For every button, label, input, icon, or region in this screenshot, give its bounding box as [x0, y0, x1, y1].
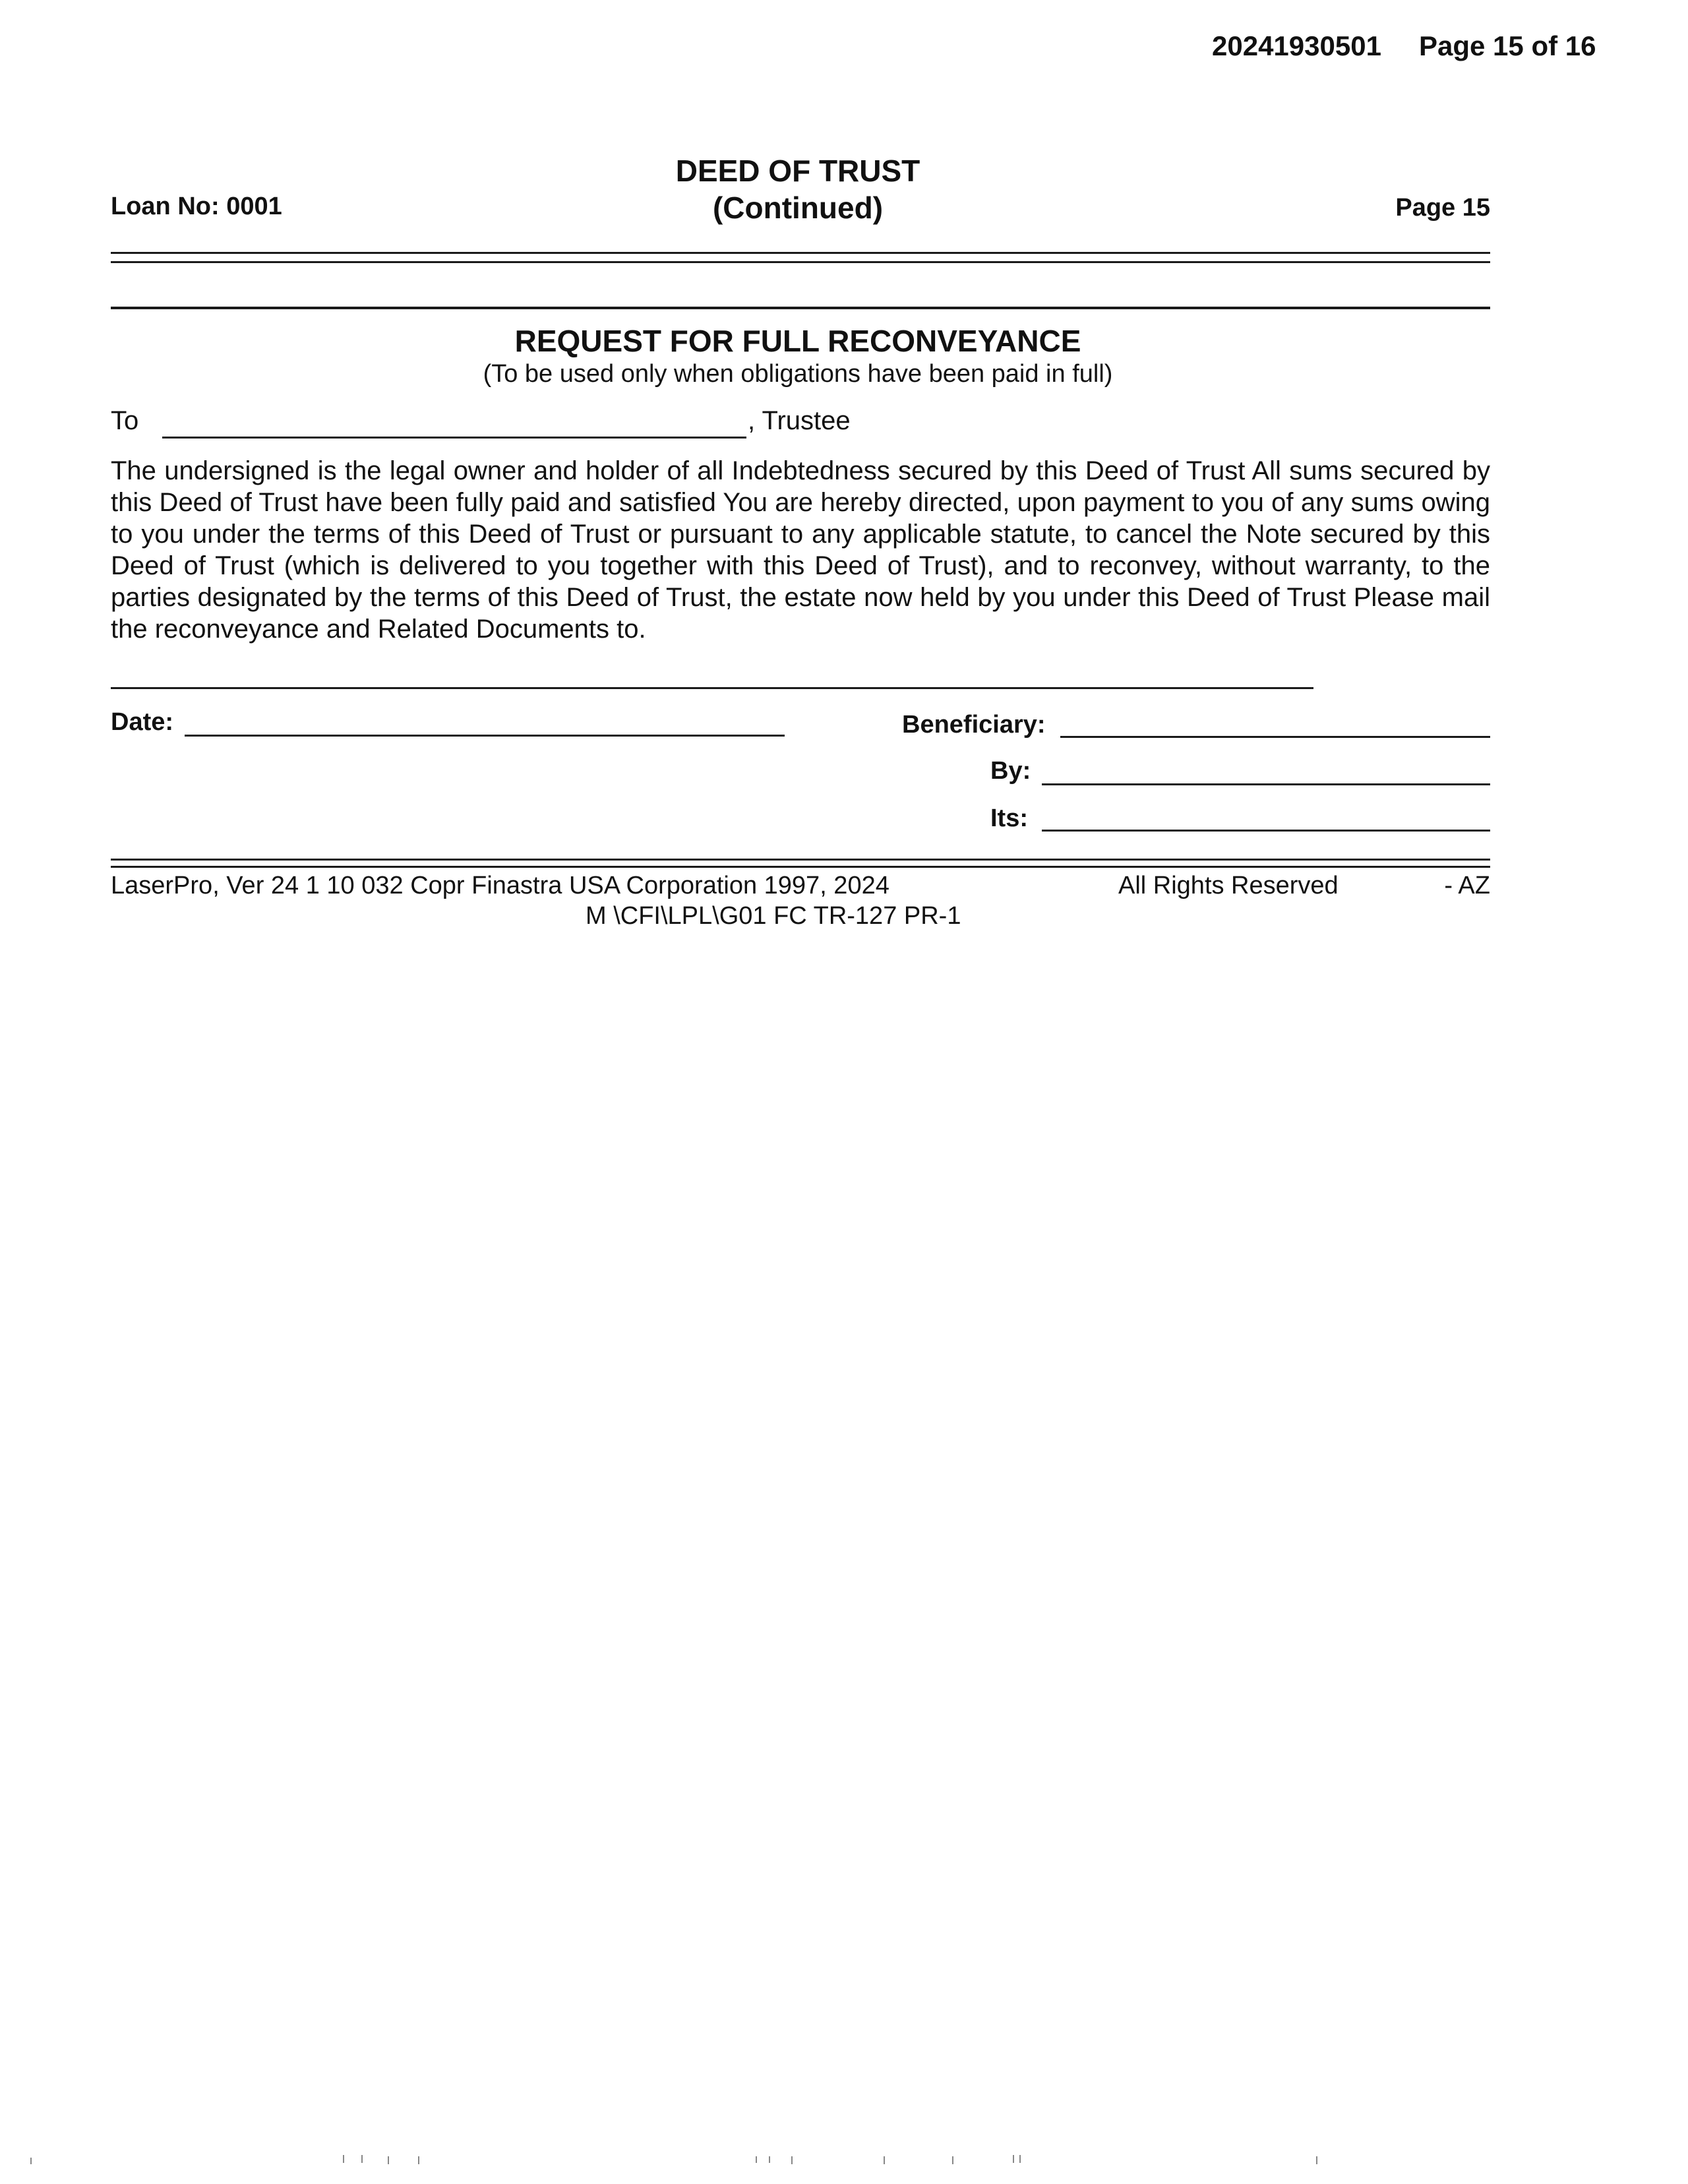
footer-rule-top — [111, 859, 1490, 861]
document-title: DEED OF TRUST — [675, 154, 920, 188]
scan-mark — [756, 2156, 757, 2163]
scan-mark — [343, 2155, 344, 2163]
to-label: To — [111, 406, 139, 435]
footer-state: - AZ — [1444, 872, 1490, 899]
reconveyance-body-text: The undersigned is the legal owner and holder of all Indebtedness secured by this Deed of Trust All sums secured by this Deed of Trust have been fully paid and satisfied You are hereby directed, upon payment to you of any sums owing to you under the terms of this Deed of Trust or pursuant to any applicable statute, to cancel the Note secured by this Deed of Trust (which is delivered to you together with this Deed of Trust), and to reconvey, without warranty, to the parties designated by the terms of this Deed of Trust, the estate now held by you under this Deed of Trust Please mail the reconveyance and Related Documents to. — [111, 456, 1490, 644]
scan-mark — [952, 2156, 953, 2164]
recording-page-label: Page 15 of 16 — [1419, 30, 1596, 61]
recording-number: 20241930501 — [1212, 30, 1381, 61]
scan-mark — [884, 2156, 885, 2164]
footer-software-copyright: LaserPro, Ver 24 1 10 032 Copr Finastra USA Corporation 1997, 2024 — [111, 872, 889, 899]
its-label: Its: — [990, 804, 1028, 832]
its-line[interactable] — [1042, 830, 1490, 832]
mailing-address-line[interactable] — [111, 687, 1313, 689]
by-label: By: — [990, 757, 1031, 785]
footer-rule-bottom — [111, 866, 1490, 868]
loan-label: Loan No: — [111, 193, 220, 220]
scan-mark — [769, 2156, 770, 2163]
section-rule — [111, 307, 1490, 309]
section-title: REQUEST FOR FULL RECONVEYANCE — [514, 324, 1081, 358]
scan-mark — [1019, 2155, 1021, 2163]
scan-mark — [1316, 2156, 1317, 2164]
scan-mark — [30, 2158, 32, 2164]
scan-mark — [418, 2156, 419, 2164]
scan-mark — [388, 2156, 389, 2164]
document-subtitle: (Continued) — [712, 191, 884, 225]
scan-mark — [1013, 2155, 1014, 2163]
header-rule-bottom — [111, 261, 1490, 263]
trustee-name-line[interactable] — [162, 437, 746, 439]
scan-mark — [791, 2156, 793, 2164]
section-subtitle: (To be used only when obligations have been paid in full) — [483, 360, 1113, 388]
header-rule-top — [111, 252, 1490, 254]
beneficiary-line[interactable] — [1060, 736, 1490, 738]
date-label: Date: — [111, 708, 174, 736]
footer-file-path: M \CFI\LPL\G01 FC TR-127 PR-1 — [586, 902, 961, 930]
date-line[interactable] — [185, 735, 785, 737]
scan-mark — [361, 2155, 363, 2163]
header-page-label: Page 15 — [1395, 194, 1490, 222]
footer-rights: All Rights Reserved — [1118, 872, 1339, 899]
loan-number: 0001 — [226, 193, 282, 220]
trustee-label: , Trustee — [748, 406, 851, 435]
beneficiary-label: Beneficiary: — [902, 711, 1046, 739]
by-line[interactable] — [1042, 783, 1490, 785]
